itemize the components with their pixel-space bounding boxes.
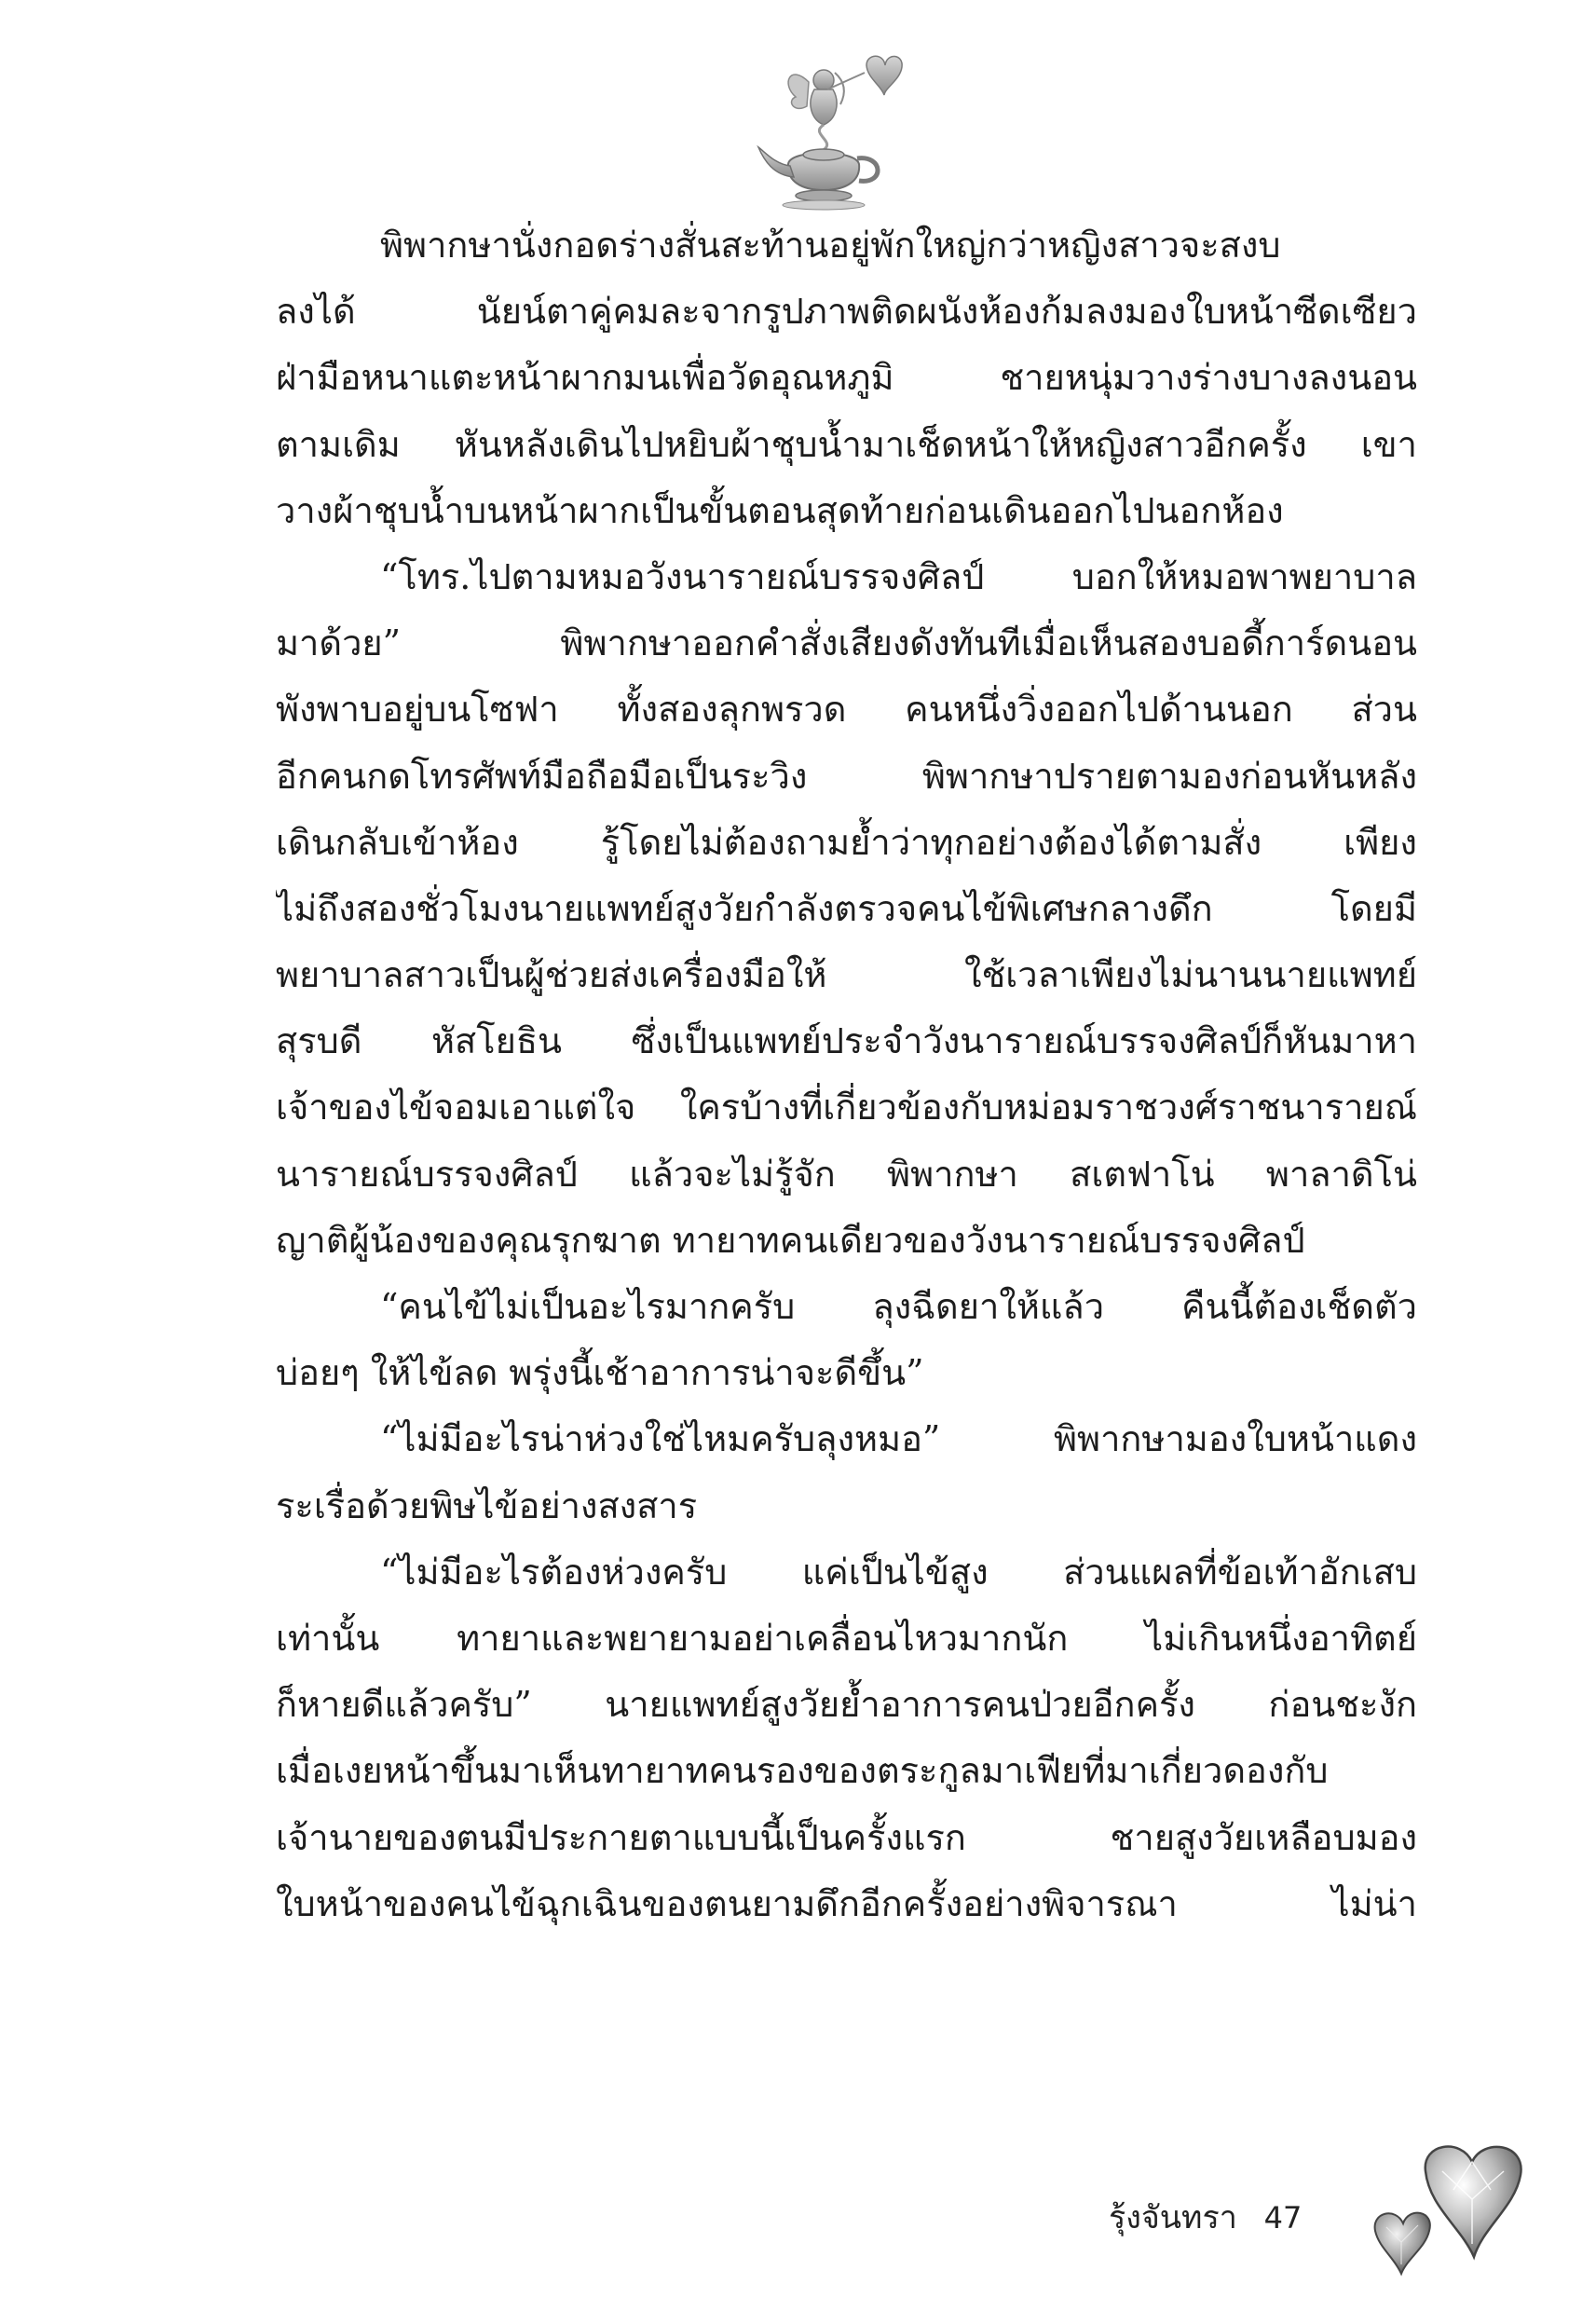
- text-line: มาด้วย” พิพากษาออกคำสั่งเสียงดังทันทีเมื่อเห็นสองบอดี้การ์ดนอน: [276, 622, 1417, 664]
- text-line: บ่อยๆ ให้ไข้ลด พรุ่งนี้เช้าอาการน่าจะดีขึ้น”: [276, 1352, 924, 1394]
- text-line: ก็หายดีแล้วครับ” นายแพทย์สูงวัยย้ำอาการคนป่วยอีกครั้ง ก่อนชะงัก: [276, 1684, 1417, 1726]
- text-line: ตามเดิม หันหลังเดินไปหยิบผ้าชุบน้ำมาเช็ดหน้าให้หญิงสาวอีกครั้ง เขา: [276, 423, 1417, 465]
- text-line: เท่านั้น ทายาและพยายามอย่าเคลื่อนไหวมากนัก ไม่เกินหนึ่งอาทิตย์: [276, 1617, 1417, 1659]
- page-footer: [1109, 2190, 1302, 2246]
- text-line: นารายณ์บรรจงศิลป์ แล้วจะไม่รู้จัก พิพากษา สเตฟาโน่ พาลาดิโน่: [276, 1153, 1417, 1195]
- crystal-hearts-icon: [1368, 2134, 1535, 2283]
- page-number: 47: [1263, 2200, 1303, 2236]
- text-line: อีกคนกดโทรศัพท์มือถือมือเป็นระวิง พิพากษาปรายตามองก่อนหันหลัง: [276, 755, 1417, 797]
- text-line: ระเรื่อด้วยพิษไข้อย่างสงสาร: [276, 1484, 698, 1526]
- text-line: ลงได้ นัยน์ตาคู่คมละจากรูปภาพติดผนังห้องก้มลงมองใบหน้าซีดเซียว: [276, 291, 1417, 333]
- text-line: พิพากษานั่งกอดร่างสั่นสะท้านอยู่พักใหญ่กว่าหญิงสาวจะสงบ: [380, 225, 1281, 266]
- text-line: ฝ่ามือหนาแตะหน้าผากมนเพื่อวัดอุณหภูมิ ชายหนุ่มวางร่างบางลงนอน: [276, 357, 1417, 399]
- text-line: ญาติผู้น้องของคุณรุกฆาต ทายาทคนเดียวของวังนารายณ์บรรจงศิลป์: [276, 1219, 1305, 1261]
- text-line: “ไม่มีอะไรต้องห่วงครับ แค่เป็นไข้สูง ส่วนแผลที่ข้อเท้าอักเสบ: [380, 1551, 1417, 1593]
- text-line: เจ้านายของตนมีประกายตาแบบนี้เป็นครั้งแรก ชายสูงวัยเหลือบมอง: [276, 1816, 1417, 1858]
- text-line: วางผ้าชุบน้ำบนหน้าผากเป็นขั้นตอนสุดท้ายก่อนเดินออกไปนอกห้อง: [276, 489, 1284, 531]
- text-line: เจ้าของไข้จอมเอาแต่ใจ ใครบ้างที่เกี่ยวข้องกับหม่อมราชวงศ์ราชนารายณ์: [276, 1087, 1417, 1128]
- text-line: ไม่ถึงสองชั่วโมงนายแพทย์สูงวัยกำลังตรวจคนไข้พิเศษกลางดึก โดยมี: [276, 887, 1417, 929]
- text-line: “โทร.ไปตามหมอวังนารายณ์บรรจงศิลป์ บอกให้หมอพาพยาบาล: [380, 555, 1417, 597]
- text-line: เดินกลับเข้าห้อง รู้โดยไม่ต้องถามย้ำว่าทุกอย่างต้องได้ตามสั่ง เพียง: [276, 821, 1417, 863]
- text-line: พังพาบอยู่บนโซฟา ทั้งสองลุกพรวด คนหนึ่งวิ่งออกไปด้านนอก ส่วน: [276, 689, 1417, 731]
- text-line: ใบหน้าของคนไข้ฉุกเฉินของตนยามดึกอีกครั้งอย่างพิจารณา ไม่น่า: [276, 1882, 1417, 1924]
- text-line: “คนไข้ไม่เป็นอะไรมากครับ ลุงฉีดยาให้แล้ว คืนนี้ต้องเช็ดตัว: [380, 1286, 1417, 1327]
- text-line: สุรบดี หัสโยธิน ซึ่งเป็นแพทย์ประจำวังนารายณ์บรรจงศิลป์ก็หันมาหา: [276, 1020, 1417, 1062]
- text-line: “ไม่มีอะไรน่าห่วงใช่ไหมครับลุงหมอ” พิพากษามองใบหน้าแดง: [380, 1418, 1417, 1460]
- body-text: [276, 212, 1417, 1937]
- text-line: เมื่อเงยหน้าขึ้นมาเห็นทายาทคนรองของตระกูลมาเฟียที่มาเกี่ยวดองกับ: [276, 1750, 1329, 1792]
- text-line: พยาบาลสาวเป็นผู้ช่วยส่งเครื่องมือให้ ใช้เวลาเพียงไม่นานนายแพทย์: [276, 954, 1417, 996]
- running-footer-title: รุ้งจันทรา: [1109, 2199, 1237, 2236]
- cupid-teapot-ornament-icon: [753, 45, 911, 212]
